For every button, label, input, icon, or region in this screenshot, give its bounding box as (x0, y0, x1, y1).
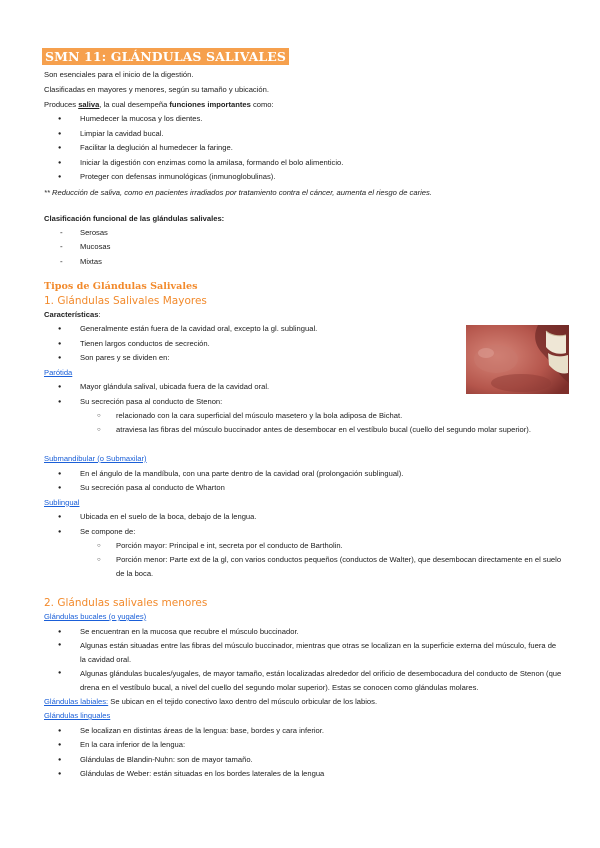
intro-text: como: (250, 100, 274, 109)
characteristics-label (44, 308, 564, 322)
list-item: ● Glándulas de Weber: están situadas en los bordes laterales de la lengua (44, 767, 564, 782)
list-item: ● Algunas glándulas bucales/yugales, de mayor tamaño, están localizadas alrededor del orificio de desembocadura del conducto de Stenon (que drena en el vestíbulo bucal, a nivel del cuello del segundo molar superior). Estas se conocen como glándulas molares. (44, 667, 564, 695)
list-item: ● Algunas están situadas entre las fibras del músculo buccinador, mientras que otras se localizan en la superficie externa del músculo, fuera de la cavidad oral. (44, 639, 564, 667)
document-page (44, 48, 564, 782)
sublingual-link[interactable]: Sublingual (44, 497, 80, 507)
saliva-term: saliva (78, 100, 100, 109)
caries-note: ** Reducción de saliva, como en pacientes irradiados por tratamiento contra el cáncer, aumenta el riesgo de caries. (44, 187, 432, 197)
list-item: ● Iniciar la digestión con enzimas como la amilasa, formando el bolo alimenticio. (44, 156, 564, 171)
list-item: ● Generalmente están fuera de la cavidad oral, excepto la gl. sublingual. (44, 322, 564, 337)
intro-line-2: Clasificadas en mayores y menores, según su tamaño y ubicación. (44, 85, 269, 94)
types-heading: Tipos de Glándulas Salivales (44, 281, 198, 292)
list-item: ● Se localizan en distintas áreas de la lengua: base, bordes y cara inferior. (44, 724, 564, 739)
title-highlight (42, 48, 289, 65)
functions-term: funciones importantes (169, 100, 251, 109)
intro-line-3 (44, 97, 564, 112)
page-title: SMN 11: GLÁNDULAS SALIVALES (45, 49, 287, 64)
linguales-link[interactable]: Glándulas linguales (44, 711, 111, 720)
intro-line-1: Son esenciales para el inicio de la digestión. (44, 70, 194, 79)
list-item: ● Su secreción pasa al conducto de Wharton (44, 481, 564, 496)
sublingual-list (44, 510, 564, 539)
linguales-list (44, 724, 564, 782)
list-item: ● Facilitar la deglución al humedecer la faringe. (44, 141, 564, 156)
sublist-item: ○ Porción mayor: Principal e int, secreta por el conducto de Bartholin. (44, 539, 564, 553)
list-item: ● Se encuentran en la mucosa que recubre el músculo buccinador. (44, 625, 564, 640)
labiales-link[interactable]: Glándulas labiales: (44, 697, 109, 706)
classification-list (44, 226, 564, 270)
list-item: - Mucosas (44, 240, 564, 255)
intro-text: , la cual desempeña (99, 100, 170, 109)
oral-cavity-photo (466, 325, 569, 394)
list-item: ● Glándulas de Blandin-Nuhn: son de mayor tamaño. (44, 753, 564, 768)
sublist-item: ○ Porción menor: Parte ext de la gl, con varios conductos pequeños (conductos de Walter), que desembocan directamente en el suelo de la boca. (44, 553, 564, 581)
characteristics-colon: : (98, 310, 101, 319)
intro-text: Produces (44, 100, 79, 109)
submandibular-link[interactable]: Submandibular (o Submaxilar) (44, 454, 147, 463)
list-item: - Mixtas (44, 255, 564, 270)
list-item: ● Proteger con defensas inmunológicas (inmunoglobulinas). (44, 170, 564, 185)
stenon-sublist (44, 409, 564, 437)
labiales-text: Se ubican en el tejido conectivo laxo dentro del músculo orbicular de los labios. (108, 697, 378, 706)
bucales-link[interactable]: Glándulas bucales (o yugales) (44, 612, 147, 621)
functions-list (44, 112, 564, 185)
submandibular-list (44, 467, 564, 496)
list-item: ● En el ángulo de la mandíbula, con una parte dentro de la cavidad oral (prolongación sublingual). (44, 467, 564, 482)
list-item: - Serosas (44, 226, 564, 241)
oral-cavity-photo-svg (466, 325, 569, 394)
labiales-line (44, 695, 564, 709)
list-item: ● Son pares y se dividen en: (44, 351, 564, 366)
sublingual-sublist (44, 539, 564, 581)
menores-heading: 2. Glándulas salivales menores (44, 597, 208, 609)
list-item: ● Ubicada en el suelo de la boca, debajo de la lengua. (44, 510, 564, 525)
characteristics-text: Características (44, 310, 99, 319)
list-item: ● Su secreción pasa al conducto de Stenon: (44, 395, 564, 410)
list-item: ● En la cara inferior de la lengua: (44, 738, 564, 753)
sublist-item: ○ relacionado con la cara superficial del músculo masetero y la bola adiposa de Bichat. (44, 409, 564, 423)
list-item: ● Limpiar la cavidad bucal. (44, 127, 564, 142)
mayores-heading: 1. Glándulas Salivales Mayores (44, 295, 207, 307)
list-item: ● Tienen largos conductos de secreción. (44, 337, 564, 352)
sublist-item: ○ atraviesa las fibras del músculo buccinador antes de desembocar en el vestíbulo bucal (cuello del segundo molar superior). (44, 423, 564, 437)
classification-heading: Clasificación funcional de las glándulas salivales: (44, 213, 225, 223)
bucales-list (44, 625, 564, 696)
list-item: ● Humedecer la mucosa y los dientes. (44, 112, 564, 127)
list-item: ● Mayor glándula salival, ubicada fuera de la cavidad oral. (44, 380, 564, 395)
list-item: ● Se compone de: (44, 525, 564, 540)
parotida-link[interactable]: Parótida (44, 367, 73, 377)
